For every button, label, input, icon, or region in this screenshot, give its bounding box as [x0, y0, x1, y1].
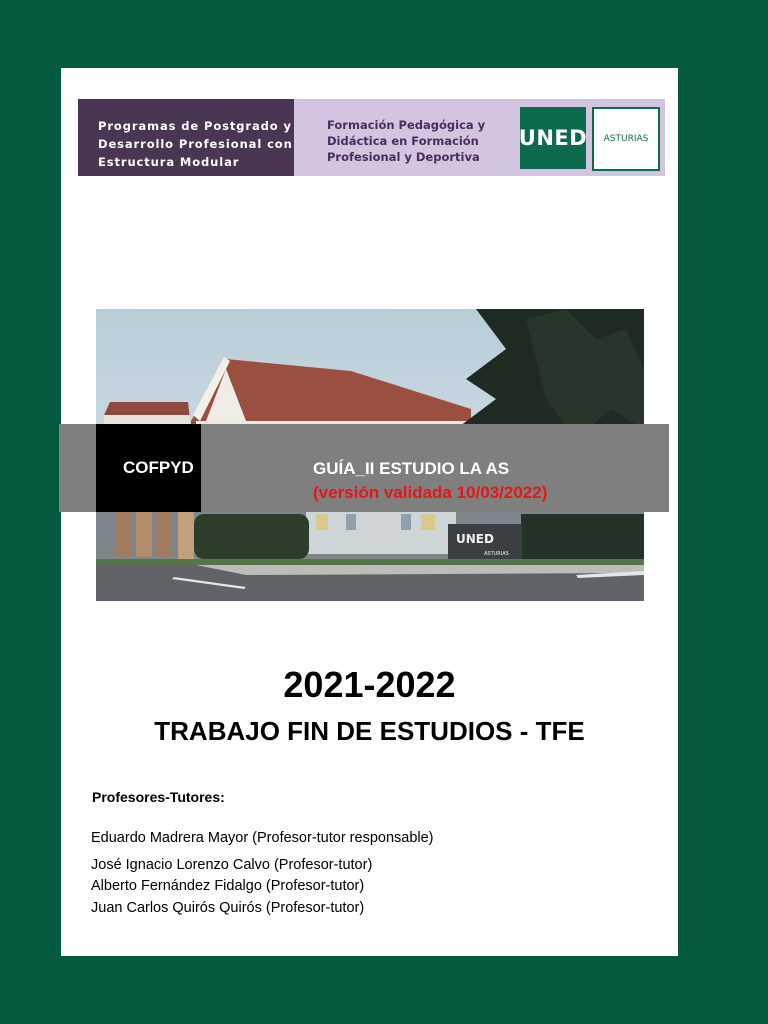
tutor-item: José Ignacio Lorenzo Calvo (Profesor-tutor): [91, 857, 373, 873]
program-line-2: Desarrollo Profesional con: [98, 137, 293, 151]
uned-logo: UNED: [520, 107, 586, 169]
course-banner: [294, 99, 665, 176]
program-line-1: Programas de Postgrado y: [98, 119, 292, 133]
guide-title: GUÍA_II ESTUDIO LA AS: [313, 459, 510, 478]
program-line-3: Estructura Modular: [98, 155, 240, 169]
version-note: (versión validada 10/03/2022): [313, 483, 548, 502]
document-title: TRABAJO FIN DE ESTUDIOS - TFE: [154, 716, 585, 746]
tutor-item: Juan Carlos Quirós Quirós (Profesor-tutor): [91, 900, 365, 916]
photo-sign-sub: ASTURIAS: [484, 551, 509, 557]
asturias-logo: ASTURIAS: [592, 107, 660, 171]
course-code-box: [96, 424, 201, 512]
course-title: [327, 117, 485, 165]
course-line-1: Formación Pedagógica y: [327, 118, 486, 132]
course-code: COFPYD: [123, 458, 194, 477]
program-banner: [78, 99, 294, 176]
tutor-item: Eduardo Madrera Mayor (Profesor-tutor responsable): [91, 830, 434, 846]
academic-year: 2021-2022: [283, 664, 456, 705]
tutors-heading: Profesores-Tutores:: [92, 789, 225, 805]
photo-sign-main: UNED: [456, 532, 494, 546]
tutor-item: Alberto Fernández Fidalgo (Profesor-tutor): [91, 878, 365, 894]
course-line-3: Profesional y Deportiva: [327, 150, 480, 164]
document-page: [61, 68, 678, 956]
course-line-2: Didáctica en Formación: [327, 134, 479, 148]
